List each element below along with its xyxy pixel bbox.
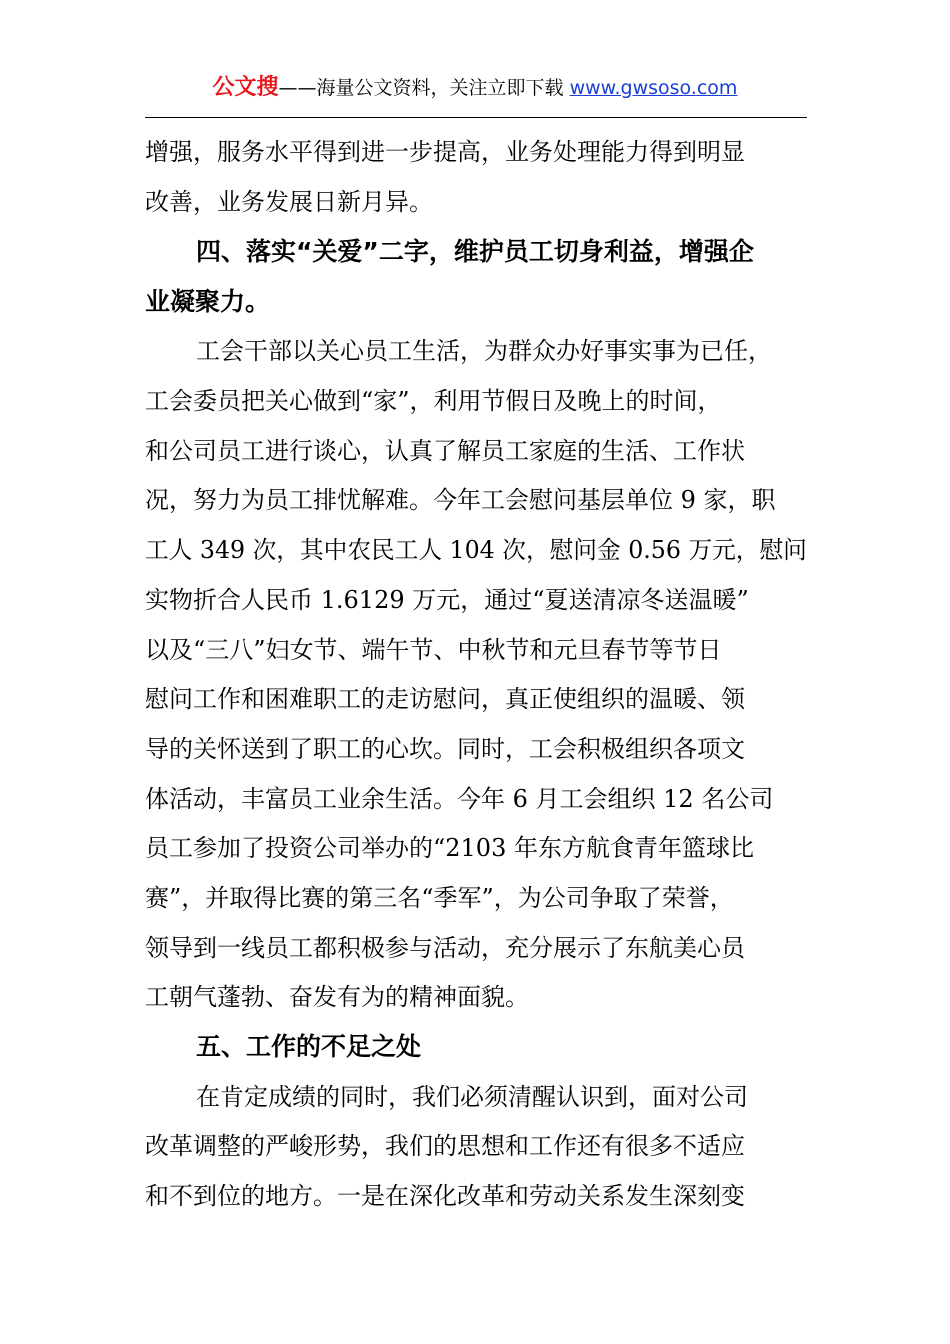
body-line: 工人 349 次，其中农民工人 104 次，慰问金 0.56 万元，慰问 <box>145 536 807 564</box>
body-line: 工朝气蓬勃、奋发有为的精神面貌。 <box>145 983 529 1011</box>
body-line: 领导到一线员工都积极参与活动，充分展示了东航美心员 <box>145 934 745 962</box>
body-line: 改革调整的严峻形势，我们的思想和工作还有很多不适应 <box>145 1132 745 1160</box>
body-line: 导的关怀送到了职工的心坎。同时，工会积极组织各项文 <box>145 735 745 763</box>
body-line: 在肯定成绩的同时，我们必须清醒认识到，面对公司 <box>196 1083 748 1111</box>
body-line: 员工参加了投资公司举办的“2103 年东方航食青年篮球比 <box>145 834 754 862</box>
header-tagline: ——海量公文资料，关注立即下载 <box>278 77 570 99</box>
body-line: 和不到位的地方。一是在深化改革和劳动关系发生深刻变 <box>145 1182 745 1210</box>
body-line: 和公司员工进行谈心，认真了解员工家庭的生活、工作状 <box>145 437 745 465</box>
page-header <box>0 70 950 106</box>
body-line: 工会委员把关心做到“家”，利用节假日及晚上的时间， <box>145 387 722 415</box>
section-heading-4-cont: 业凝聚力。 <box>145 287 271 316</box>
body-line: 工会干部以关心员工生活，为群众办好事实事为已任， <box>196 337 772 365</box>
body-line: 体活动，丰富员工业余生活。今年 6 月工会组织 12 名公司 <box>145 785 774 813</box>
body-line: 以及“三八”妇女节、端午节、中秋节和元旦春节等节日 <box>145 636 722 664</box>
brand-logo-text: 公文搜 <box>212 75 279 100</box>
section-heading-4: 四、落实“关爱”二字，维护员工切身利益，增强企 <box>196 237 754 266</box>
body-line: 慰问工作和困难职工的走访慰问，真正使组织的温暖、领 <box>145 685 745 713</box>
body-line: 赛”，并取得比赛的第三名“季军”，为公司争取了荣誉， <box>145 884 734 912</box>
body-line: 况，努力为员工排忧解难。今年工会慰问基层单位 9 家，职 <box>145 486 776 514</box>
body-line: 实物折合人民币 1.6129 万元，通过“夏送清凉冬送温暖” <box>145 586 749 614</box>
body-line: 增强，服务水平得到进一步提高，业务处理能力得到明显 <box>145 138 745 166</box>
section-heading-5: 五、工作的不足之处 <box>196 1032 422 1061</box>
site-link[interactable]: www.gwsoso.com <box>569 77 738 99</box>
body-line: 改善，业务发展日新月异。 <box>145 188 433 216</box>
header-divider <box>145 117 807 118</box>
